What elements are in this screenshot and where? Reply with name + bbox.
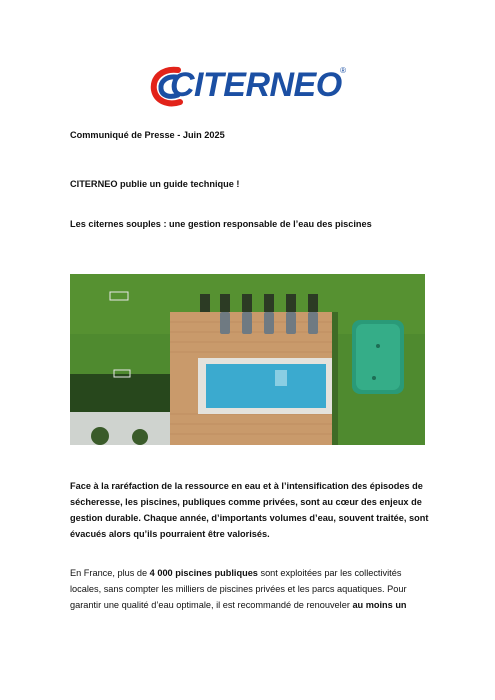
body-paragraph <box>70 565 430 613</box>
citerneo-logo <box>148 64 348 112</box>
logo-wordmark: CITERNEO <box>170 66 342 104</box>
registered-mark: ® <box>340 66 346 75</box>
headline: CITERNEO publie un guide technique ! <box>70 179 240 189</box>
body-emphasis: au moins un <box>352 600 407 611</box>
press-release-date-line: Communiqué de Presse - Juin 2025 <box>70 130 225 140</box>
subheadline: Les citernes souples : une gestion responsable de l’eau des piscines <box>70 219 372 229</box>
body-emphasis: 4 000 piscines publiques <box>149 568 258 578</box>
body-text: sont exploitées par les collectivités locales, sans compter les milliers de piscines privées et les parcs aquatiques. Pour garantir une qualité d’eau optimale, il est recommandé de renouveler <box>70 568 407 611</box>
aerial-pool-illustration <box>70 274 425 445</box>
body-text: En France, plus de <box>70 568 150 578</box>
lead-paragraph: Face à la raréfaction de la ressource en eau et à l’intensification des épisodes de sécheresse, les piscines, publiques comme privées, sont au cœur des enjeux de gestion durable. Chaque année, d’importants volumes d’eau, souvent traitée, sont évacués alors qu’ils pourraient être valorisés. <box>70 481 429 540</box>
aerial-pool-photo <box>70 274 425 445</box>
